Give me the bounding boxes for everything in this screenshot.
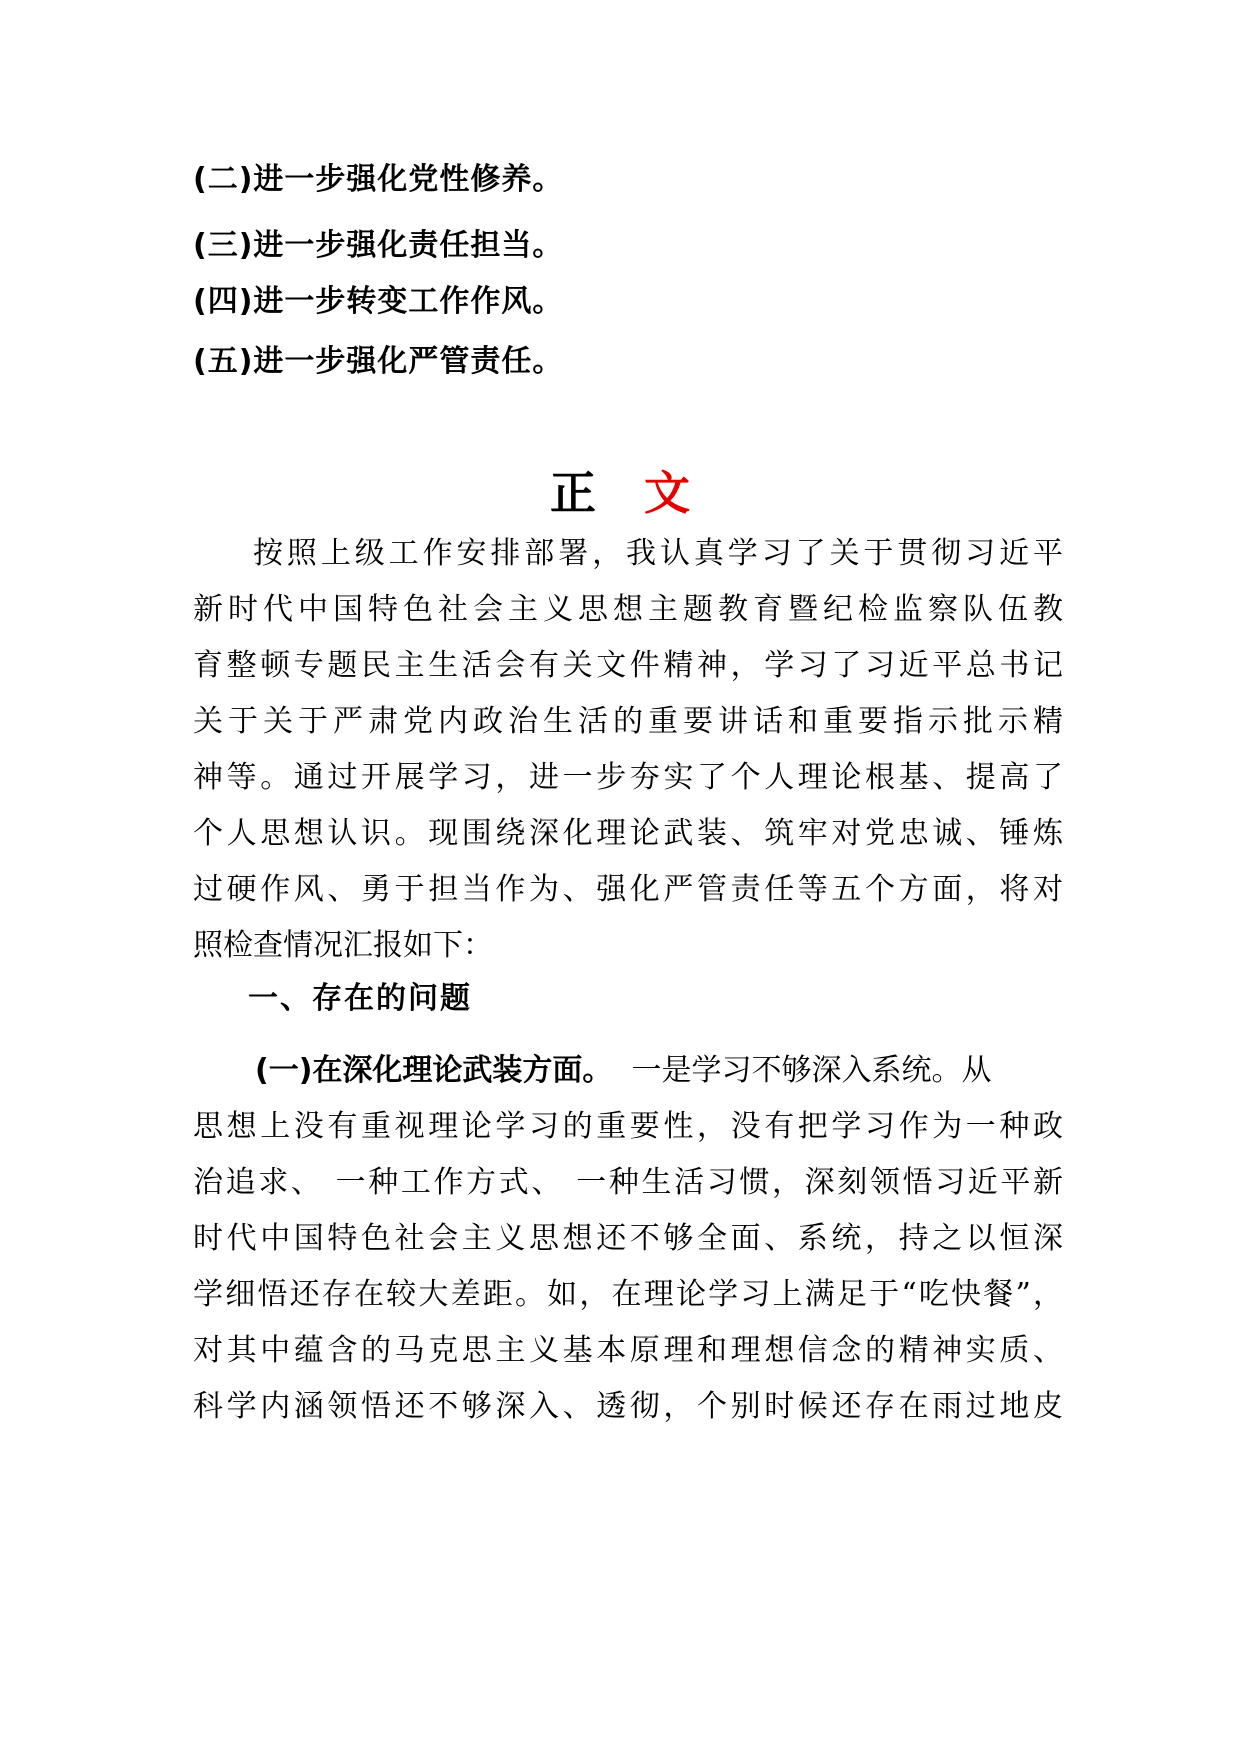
toc-item-2: (二)进一步强化党性修养。	[193, 162, 564, 197]
subsection-line-6: 对其中蕴含的马克思主义基本原理和理想信念的精神实质、	[193, 1333, 1063, 1368]
title-part-2: 文	[644, 466, 690, 520]
intro-line-6: 个人思想认识。现围绕深化理论武装、筑牢对党忠诚、锤炼	[193, 816, 1063, 851]
intro-line-2: 新时代中国特色社会主义思想主题教育暨纪检监察队伍教	[193, 592, 1063, 627]
title-part-1: 正	[550, 466, 596, 520]
toc-item-5: (五)进一步强化严管责任。	[193, 344, 564, 379]
intro-line-8: 照检查情况汇报如下：	[193, 928, 493, 963]
intro-paragraph	[193, 526, 1063, 974]
toc-item-3: (三)进一步强化责任担当。	[193, 228, 564, 263]
toc-item-4: (四)进一步转变工作作风。	[193, 284, 564, 319]
subsection-line-7: 科学内涵领悟还不够深入、透彻，个别时候还存在雨过地皮	[193, 1389, 1063, 1424]
page-title	[0, 463, 1240, 523]
subsection-line-5: 学细悟还存在较大差距。如，在理论学习上满足于“吃快餐”，	[193, 1277, 1063, 1312]
subsection-first-line-text: 一是学习不够深入系统。从	[631, 1053, 992, 1088]
subsection-heading: (一)在深化理论武装方面。	[255, 1053, 613, 1088]
intro-line-4: 关于关于严肃党内政治生活的重要讲话和重要指示批示精	[193, 704, 1063, 739]
section-heading: 一、存在的问题	[248, 981, 472, 1016]
intro-line-5: 神等。通过开展学习，进一步夯实了个人理论根基、提高了	[193, 760, 1063, 795]
subsection-line-4: 时代中国特色社会主义思想还不够全面、系统，持之以恒深	[193, 1221, 1063, 1256]
subsection-line-3: 治追求、 一种工作方式、 一种生活习惯，深刻领悟习近平新	[193, 1165, 1063, 1200]
intro-line-3: 育整顿专题民主生活会有关文件精神，学习了习近平总书记	[193, 648, 1063, 683]
intro-line-7: 过硬作风、勇于担当作为、强化严管责任等五个方面，将对	[193, 872, 1063, 907]
subsection-paragraph	[193, 1043, 1063, 1435]
subsection-first-line	[193, 1043, 1063, 1099]
intro-line-1: 按照上级工作安排部署，我认真学习了关于贯彻习近平	[253, 536, 1063, 571]
subsection-line-2: 思想上没有重视理论学习的重要性，没有把学习作为一种政	[193, 1109, 1063, 1144]
